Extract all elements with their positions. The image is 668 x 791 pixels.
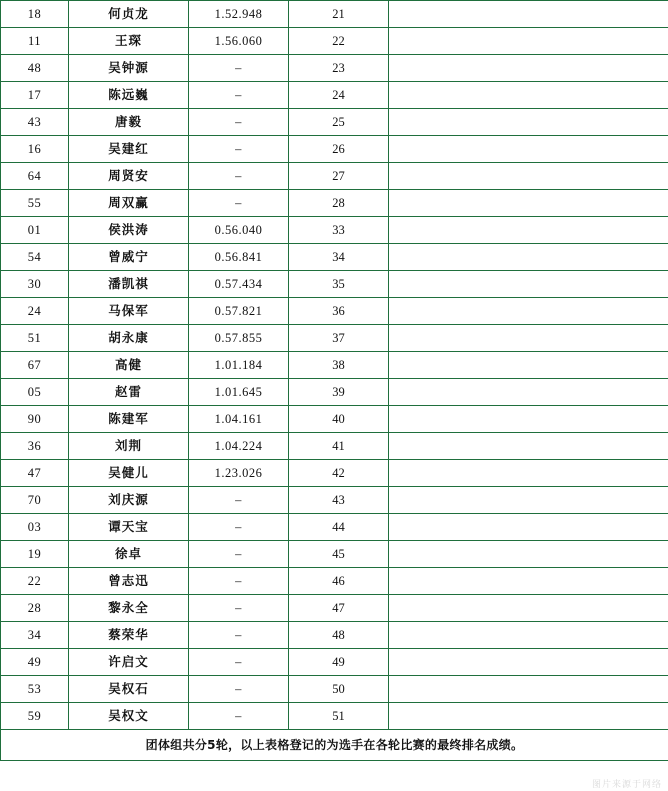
cell-name: 侯洪涛 xyxy=(69,217,189,244)
cell-name: 马保军 xyxy=(69,298,189,325)
cell-notes xyxy=(389,433,668,460)
table-row xyxy=(1,244,668,271)
cell-rank: 48 xyxy=(289,622,389,649)
table-row xyxy=(1,325,668,352)
cell-name: 高健 xyxy=(69,352,189,379)
cell-bib: 47 xyxy=(1,460,69,487)
cell-name: 赵雷 xyxy=(69,379,189,406)
table-row xyxy=(1,163,668,190)
cell-rank: 36 xyxy=(289,298,389,325)
cell-bib: 70 xyxy=(1,487,69,514)
table-row xyxy=(1,28,668,55)
cell-name: 吴健儿 xyxy=(69,460,189,487)
cell-time: – xyxy=(189,568,289,595)
cell-bib: 43 xyxy=(1,109,69,136)
table-row xyxy=(1,55,668,82)
table-row xyxy=(1,136,668,163)
cell-notes xyxy=(389,271,668,298)
cell-notes xyxy=(389,595,668,622)
cell-notes xyxy=(389,703,668,730)
cell-name: 吴钟源 xyxy=(69,55,189,82)
cell-notes xyxy=(389,379,668,406)
table-row xyxy=(1,190,668,217)
cell-bib: 28 xyxy=(1,595,69,622)
cell-time: 1.01.645 xyxy=(189,379,289,406)
cell-time: – xyxy=(189,136,289,163)
table-row xyxy=(1,1,668,28)
table-row xyxy=(1,379,668,406)
cell-rank: 27 xyxy=(289,163,389,190)
cell-time: 0.57.855 xyxy=(189,325,289,352)
table-row xyxy=(1,514,668,541)
cell-bib: 90 xyxy=(1,406,69,433)
watermark-text: 图片来源于网络 xyxy=(591,780,662,790)
cell-rank: 44 xyxy=(289,514,389,541)
cell-notes xyxy=(389,649,668,676)
cell-notes xyxy=(389,460,668,487)
cell-rank: 40 xyxy=(289,406,389,433)
cell-time: 0.57.821 xyxy=(189,298,289,325)
cell-notes xyxy=(389,352,668,379)
cell-bib: 11 xyxy=(1,28,69,55)
cell-rank: 45 xyxy=(289,541,389,568)
cell-time: 1.04.224 xyxy=(189,433,289,460)
cell-name: 黎永全 xyxy=(69,595,189,622)
cell-name: 潘凯祺 xyxy=(69,271,189,298)
cell-rank: 43 xyxy=(289,487,389,514)
cell-bib: 49 xyxy=(1,649,69,676)
table-row xyxy=(1,433,668,460)
cell-bib: 64 xyxy=(1,163,69,190)
cell-name: 王琛 xyxy=(69,28,189,55)
cell-time: – xyxy=(189,82,289,109)
cell-time: 1.01.184 xyxy=(189,352,289,379)
cell-name: 周贤安 xyxy=(69,163,189,190)
cell-notes xyxy=(389,1,668,28)
cell-rank: 47 xyxy=(289,595,389,622)
cell-bib: 53 xyxy=(1,676,69,703)
cell-rank: 24 xyxy=(289,82,389,109)
cell-rank: 39 xyxy=(289,379,389,406)
table-row xyxy=(1,352,668,379)
cell-bib: 22 xyxy=(1,568,69,595)
cell-bib: 16 xyxy=(1,136,69,163)
cell-notes xyxy=(389,514,668,541)
cell-bib: 18 xyxy=(1,1,69,28)
cell-bib: 34 xyxy=(1,622,69,649)
cell-name: 胡永康 xyxy=(69,325,189,352)
cell-name: 何贞龙 xyxy=(69,1,189,28)
cell-rank: 34 xyxy=(289,244,389,271)
cell-time: 0.57.434 xyxy=(189,271,289,298)
cell-time: – xyxy=(189,190,289,217)
table-row xyxy=(1,541,668,568)
cell-bib: 30 xyxy=(1,271,69,298)
table-row xyxy=(1,109,668,136)
cell-rank: 37 xyxy=(289,325,389,352)
cell-rank: 46 xyxy=(289,568,389,595)
cell-notes xyxy=(389,541,668,568)
cell-time: – xyxy=(189,676,289,703)
cell-rank: 41 xyxy=(289,433,389,460)
cell-bib: 51 xyxy=(1,325,69,352)
cell-name: 蔡荣华 xyxy=(69,622,189,649)
cell-time: – xyxy=(189,703,289,730)
cell-name: 谭天宝 xyxy=(69,514,189,541)
cell-bib: 01 xyxy=(1,217,69,244)
cell-bib: 17 xyxy=(1,82,69,109)
cell-rank: 28 xyxy=(289,190,389,217)
cell-rank: 51 xyxy=(289,703,389,730)
table-row xyxy=(1,649,668,676)
cell-time: 1.04.161 xyxy=(189,406,289,433)
cell-rank: 50 xyxy=(289,676,389,703)
cell-time: 1.56.060 xyxy=(189,28,289,55)
cell-bib: 05 xyxy=(1,379,69,406)
cell-name: 吴建红 xyxy=(69,136,189,163)
footer-note: 团体组共分5轮，以上表格登记的为选手在各轮比赛的最终排名成绩。 xyxy=(1,730,668,761)
cell-notes xyxy=(389,136,668,163)
table-row xyxy=(1,460,668,487)
cell-bib: 54 xyxy=(1,244,69,271)
cell-rank: 23 xyxy=(289,55,389,82)
cell-notes xyxy=(389,298,668,325)
cell-rank: 42 xyxy=(289,460,389,487)
cell-rank: 21 xyxy=(289,1,389,28)
table-row xyxy=(1,298,668,325)
cell-rank: 25 xyxy=(289,109,389,136)
cell-bib: 24 xyxy=(1,298,69,325)
cell-name: 吴权文 xyxy=(69,703,189,730)
cell-bib: 55 xyxy=(1,190,69,217)
cell-notes xyxy=(389,109,668,136)
table-row xyxy=(1,622,668,649)
cell-notes xyxy=(389,217,668,244)
cell-name: 徐卓 xyxy=(69,541,189,568)
cell-rank: 35 xyxy=(289,271,389,298)
cell-name: 唐毅 xyxy=(69,109,189,136)
cell-time: – xyxy=(189,514,289,541)
cell-notes xyxy=(389,676,668,703)
cell-rank: 22 xyxy=(289,28,389,55)
table-row xyxy=(1,487,668,514)
cell-notes xyxy=(389,163,668,190)
cell-time: 0.56.841 xyxy=(189,244,289,271)
cell-bib: 59 xyxy=(1,703,69,730)
cell-time: – xyxy=(189,163,289,190)
cell-name: 曾志迅 xyxy=(69,568,189,595)
table-row xyxy=(1,703,668,730)
cell-notes xyxy=(389,28,668,55)
cell-time: – xyxy=(189,109,289,136)
table-row xyxy=(1,676,668,703)
cell-time: – xyxy=(189,649,289,676)
cell-time: – xyxy=(189,541,289,568)
table-footer-row xyxy=(1,730,668,761)
cell-time: – xyxy=(189,622,289,649)
cell-bib: 19 xyxy=(1,541,69,568)
cell-notes xyxy=(389,568,668,595)
cell-notes xyxy=(389,406,668,433)
table-row xyxy=(1,595,668,622)
table-row xyxy=(1,271,668,298)
cell-time: 1.23.026 xyxy=(189,460,289,487)
cell-rank: 49 xyxy=(289,649,389,676)
cell-notes xyxy=(389,244,668,271)
cell-name: 曾威宁 xyxy=(69,244,189,271)
cell-notes xyxy=(389,487,668,514)
cell-name: 陈建军 xyxy=(69,406,189,433)
cell-bib: 67 xyxy=(1,352,69,379)
table-row xyxy=(1,82,668,109)
table-row xyxy=(1,406,668,433)
cell-name: 刘荆 xyxy=(69,433,189,460)
cell-bib: 48 xyxy=(1,55,69,82)
cell-bib: 36 xyxy=(1,433,69,460)
table-row xyxy=(1,217,668,244)
cell-rank: 33 xyxy=(289,217,389,244)
cell-name: 吴权石 xyxy=(69,676,189,703)
results-table-body xyxy=(1,1,668,761)
cell-name: 陈远巍 xyxy=(69,82,189,109)
cell-time: 1.52.948 xyxy=(189,1,289,28)
cell-notes xyxy=(389,325,668,352)
cell-rank: 26 xyxy=(289,136,389,163)
cell-notes xyxy=(389,622,668,649)
cell-time: 0.56.040 xyxy=(189,217,289,244)
cell-notes xyxy=(389,82,668,109)
table-row xyxy=(1,568,668,595)
cell-name: 许启文 xyxy=(69,649,189,676)
cell-notes xyxy=(389,55,668,82)
cell-name: 周双赢 xyxy=(69,190,189,217)
cell-name: 刘庆源 xyxy=(69,487,189,514)
cell-rank: 38 xyxy=(289,352,389,379)
cell-time: – xyxy=(189,595,289,622)
cell-time: – xyxy=(189,55,289,82)
cell-notes xyxy=(389,190,668,217)
cell-bib: 03 xyxy=(1,514,69,541)
cell-time: – xyxy=(189,487,289,514)
